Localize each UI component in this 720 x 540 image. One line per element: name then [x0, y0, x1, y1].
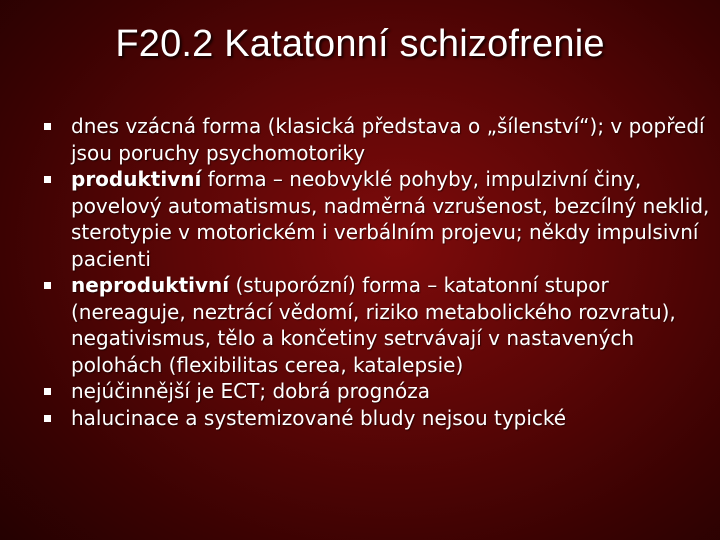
bullet-bold-text: produktivní [71, 167, 202, 191]
square-bullet-icon [44, 388, 51, 395]
bullet-item [40, 405, 710, 432]
square-bullet-icon [44, 415, 51, 422]
bullet-text: dnes vzácná forma (klasická představa o „šílenství“); v popředí jsou poruchy psychomotoriky [71, 114, 705, 165]
bullet-text: halucinace a systemizované bludy nejsou typické [71, 405, 567, 430]
bullet-list [40, 113, 710, 431]
square-bullet-icon [44, 176, 51, 183]
bullet-bold-text: neproduktivní [71, 273, 230, 297]
bullet-item [40, 378, 710, 405]
bullet-item [40, 272, 710, 378]
bullet-text: (stuporózní) forma – katatonní stupor (nereaguje, neztrácí vědomí, riziko metabolického rozvratu), negativismus, tělo a končetiny setrvávají v nastavených polohách (flexibilitas cerea, katalepsie) [71, 273, 676, 377]
bullet-text: forma – neobvyklé pohyby, impulzivní činy, povelový automatismus, nadměrná vzrušenost, bezcílný neklid, sterotypie v motorickém i verbálním projevu; někdy impulsivní pacienti [71, 167, 710, 271]
square-bullet-icon [44, 282, 51, 289]
square-bullet-icon [44, 123, 51, 130]
bullet-item [40, 166, 710, 272]
slide-title: F20.2 Katatonní schizofrenie [115, 23, 605, 65]
bullet-item [40, 113, 710, 166]
bullet-text: nejúčinnější je ECT; dobrá prognóza [71, 379, 430, 403]
